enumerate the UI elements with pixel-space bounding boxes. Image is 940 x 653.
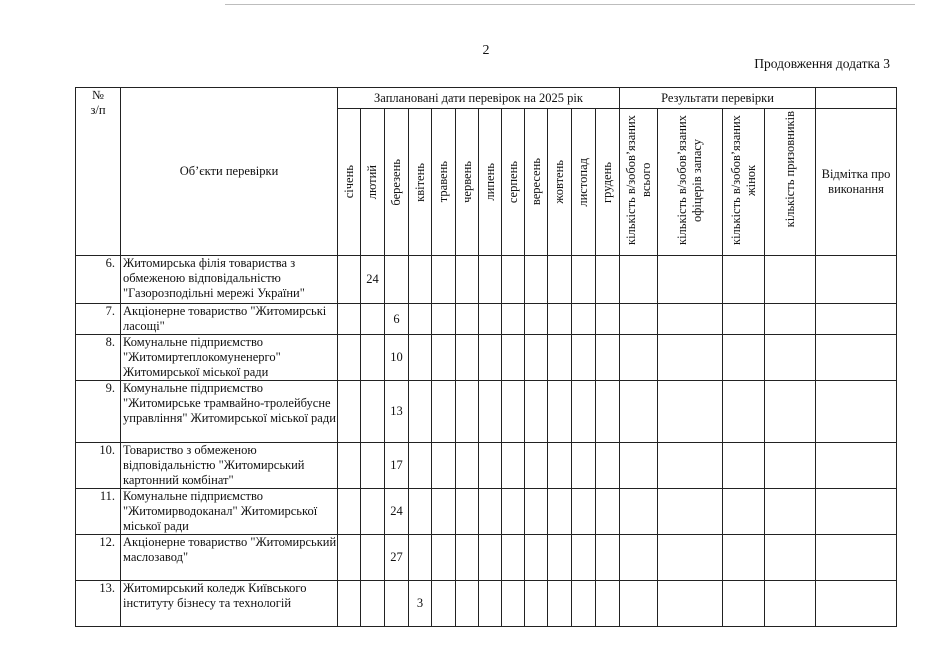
header-month: березень <box>385 109 409 256</box>
month-cell <box>548 489 572 535</box>
result-cell <box>765 535 816 581</box>
month-cell <box>409 535 432 581</box>
month-cell <box>572 443 596 489</box>
month-cell <box>409 443 432 489</box>
header-month: червень <box>456 109 479 256</box>
result-cell <box>620 304 658 335</box>
planned-date: 24 <box>361 256 385 304</box>
month-cell <box>361 304 385 335</box>
month-cell <box>502 335 525 381</box>
result-cell <box>658 581 723 627</box>
planned-date: 24 <box>385 489 409 535</box>
month-cell <box>409 256 432 304</box>
result-cell <box>765 581 816 627</box>
month-cell <box>525 256 548 304</box>
header-empty-top <box>816 88 897 109</box>
month-cell <box>548 535 572 581</box>
result-cell <box>765 256 816 304</box>
completion-cell <box>816 256 897 304</box>
page-number: 2 <box>482 43 490 58</box>
month-cell <box>525 381 548 443</box>
month-cell <box>596 489 620 535</box>
month-cell <box>525 489 548 535</box>
month-cell <box>596 581 620 627</box>
month-cell <box>572 304 596 335</box>
month-cell <box>432 535 456 581</box>
result-cell <box>658 443 723 489</box>
month-cell <box>456 256 479 304</box>
month-cell <box>338 581 361 627</box>
month-cell <box>502 489 525 535</box>
month-cell <box>432 489 456 535</box>
result-cell <box>723 256 765 304</box>
header-month: серпень <box>502 109 525 256</box>
planned-date: 6 <box>385 304 409 335</box>
result-cell <box>620 443 658 489</box>
result-cell <box>723 381 765 443</box>
header-month: лютий <box>361 109 385 256</box>
month-cell <box>596 256 620 304</box>
month-cell <box>479 581 502 627</box>
month-cell <box>502 581 525 627</box>
month-cell <box>548 581 572 627</box>
month-cell <box>596 535 620 581</box>
month-cell <box>596 304 620 335</box>
header-month: вересень <box>525 109 548 256</box>
month-cell <box>479 256 502 304</box>
inspection-plan-table <box>75 87 897 627</box>
month-cell <box>432 581 456 627</box>
month-cell <box>572 489 596 535</box>
header-result-total: кількість в/зобов’язаних всього <box>620 109 658 256</box>
completion-cell <box>816 489 897 535</box>
completion-cell <box>816 581 897 627</box>
result-cell <box>620 256 658 304</box>
month-cell <box>409 304 432 335</box>
month-cell <box>572 381 596 443</box>
month-cell <box>548 304 572 335</box>
month-cell <box>479 381 502 443</box>
result-cell <box>765 381 816 443</box>
result-cell <box>765 335 816 381</box>
month-cell <box>409 489 432 535</box>
month-cell <box>456 443 479 489</box>
month-cell <box>548 335 572 381</box>
month-cell <box>525 304 548 335</box>
month-cell <box>548 443 572 489</box>
month-cell <box>409 381 432 443</box>
object-name: Житомирська філія товариства з обмеженою відповідальністю "Газорозподільні мережі України" <box>121 256 338 304</box>
row-number: 7. <box>76 304 121 335</box>
month-cell <box>572 256 596 304</box>
month-cell <box>456 381 479 443</box>
planned-date: 10 <box>385 335 409 381</box>
month-cell <box>456 335 479 381</box>
month-cell <box>432 304 456 335</box>
header-object: Об’єкти перевірки <box>121 88 338 256</box>
month-cell <box>361 489 385 535</box>
month-cell <box>338 304 361 335</box>
row-number: 6. <box>76 256 121 304</box>
month-cell <box>479 489 502 535</box>
result-cell <box>765 304 816 335</box>
month-cell <box>548 256 572 304</box>
month-cell <box>338 443 361 489</box>
planned-date: 3 <box>409 581 432 627</box>
object-name: Комунальне підприємство "Житомирське трамвайно-тролейбусне управління" Житомирської міської ради <box>121 381 338 443</box>
month-cell <box>456 535 479 581</box>
header-month: січень <box>338 109 361 256</box>
month-cell <box>361 335 385 381</box>
completion-cell <box>816 535 897 581</box>
month-cell <box>596 381 620 443</box>
result-cell <box>658 381 723 443</box>
header-month: листопад <box>572 109 596 256</box>
month-cell <box>502 381 525 443</box>
month-cell <box>456 304 479 335</box>
result-cell <box>658 489 723 535</box>
result-cell <box>620 381 658 443</box>
table-row <box>76 381 897 443</box>
month-cell <box>502 443 525 489</box>
month-cell <box>338 535 361 581</box>
month-cell <box>338 381 361 443</box>
month-cell <box>361 443 385 489</box>
row-number: 13. <box>76 581 121 627</box>
header-month: травень <box>432 109 456 256</box>
month-cell <box>572 535 596 581</box>
month-cell <box>432 335 456 381</box>
month-cell <box>432 443 456 489</box>
continuation-label: Продовження додатка 3 <box>754 56 890 71</box>
month-cell <box>432 381 456 443</box>
table-row <box>76 535 897 581</box>
month-cell <box>338 256 361 304</box>
result-cell <box>723 581 765 627</box>
table-body <box>76 256 897 627</box>
planned-date: 17 <box>385 443 409 489</box>
month-cell <box>502 535 525 581</box>
month-cell <box>361 381 385 443</box>
scan-top-border <box>225 4 915 5</box>
completion-cell <box>816 443 897 489</box>
month-cell <box>479 443 502 489</box>
table-row <box>76 443 897 489</box>
month-cell <box>596 335 620 381</box>
planned-date: 27 <box>385 535 409 581</box>
header-number: № з/п <box>76 88 121 256</box>
completion-cell <box>816 335 897 381</box>
month-cell <box>525 581 548 627</box>
planned-date: 13 <box>385 381 409 443</box>
result-cell <box>658 304 723 335</box>
month-cell <box>456 489 479 535</box>
row-number: 12. <box>76 535 121 581</box>
result-cell <box>620 581 658 627</box>
header-result-conscripts: кількість призовників <box>765 109 816 256</box>
row-number: 11. <box>76 489 121 535</box>
month-cell <box>548 381 572 443</box>
completion-cell <box>816 304 897 335</box>
object-name: Комунальне підприємство "Житомирводоканал" Житомирської міської ради <box>121 489 338 535</box>
result-cell <box>723 335 765 381</box>
object-name: Акціонерне товариство "Житомирські ласощі" <box>121 304 338 335</box>
month-cell <box>361 535 385 581</box>
result-cell <box>723 443 765 489</box>
result-cell <box>620 535 658 581</box>
result-cell <box>620 489 658 535</box>
month-cell <box>596 443 620 489</box>
month-cell <box>409 335 432 381</box>
header-planned-dates: Заплановані дати перевірок на 2025 рік <box>338 88 620 109</box>
row-number: 9. <box>76 381 121 443</box>
result-cell <box>765 489 816 535</box>
table-row <box>76 489 897 535</box>
object-name: Комунальне підприємство "Житомиртеплокомуненерго" Житомирської міської ради <box>121 335 338 381</box>
result-cell <box>658 256 723 304</box>
header-month: жовтень <box>548 109 572 256</box>
month-cell <box>361 581 385 627</box>
month-cell <box>385 581 409 627</box>
month-cell <box>456 581 479 627</box>
month-cell <box>502 256 525 304</box>
result-cell <box>723 535 765 581</box>
month-cell <box>525 443 548 489</box>
row-number: 10. <box>76 443 121 489</box>
month-cell <box>502 304 525 335</box>
row-number: 8. <box>76 335 121 381</box>
header-completion-mark: Відмітка про виконання <box>816 109 897 256</box>
table-row <box>76 256 897 304</box>
result-cell <box>658 335 723 381</box>
header-result-women: кількість в/зобов’язаних жінок <box>723 109 765 256</box>
result-cell <box>658 535 723 581</box>
month-cell <box>525 535 548 581</box>
month-cell <box>338 335 361 381</box>
result-cell <box>723 304 765 335</box>
result-cell <box>765 443 816 489</box>
table-row <box>76 304 897 335</box>
completion-cell <box>816 381 897 443</box>
result-cell <box>620 335 658 381</box>
header-month: липень <box>479 109 502 256</box>
table-row <box>76 581 897 627</box>
month-cell <box>385 256 409 304</box>
header-result-officers: кількість в/зобов’язаних офіцерів запасу <box>658 109 723 256</box>
month-cell <box>479 535 502 581</box>
header-month: квітень <box>409 109 432 256</box>
object-name: Житомирський коледж Київського інституту бізнесу та технологій <box>121 581 338 627</box>
month-cell <box>572 335 596 381</box>
header-results: Результати перевірки <box>620 88 816 109</box>
month-cell <box>479 335 502 381</box>
month-cell <box>432 256 456 304</box>
header-month: грудень <box>596 109 620 256</box>
month-cell <box>338 489 361 535</box>
object-name: Товариство з обмеженою відповідальністю "Житомирський картонний комбінат" <box>121 443 338 489</box>
result-cell <box>723 489 765 535</box>
table-row <box>76 335 897 381</box>
month-cell <box>525 335 548 381</box>
month-cell <box>572 581 596 627</box>
month-cell <box>479 304 502 335</box>
object-name: Акціонерне товариство "Житомирський маслозавод" <box>121 535 338 581</box>
